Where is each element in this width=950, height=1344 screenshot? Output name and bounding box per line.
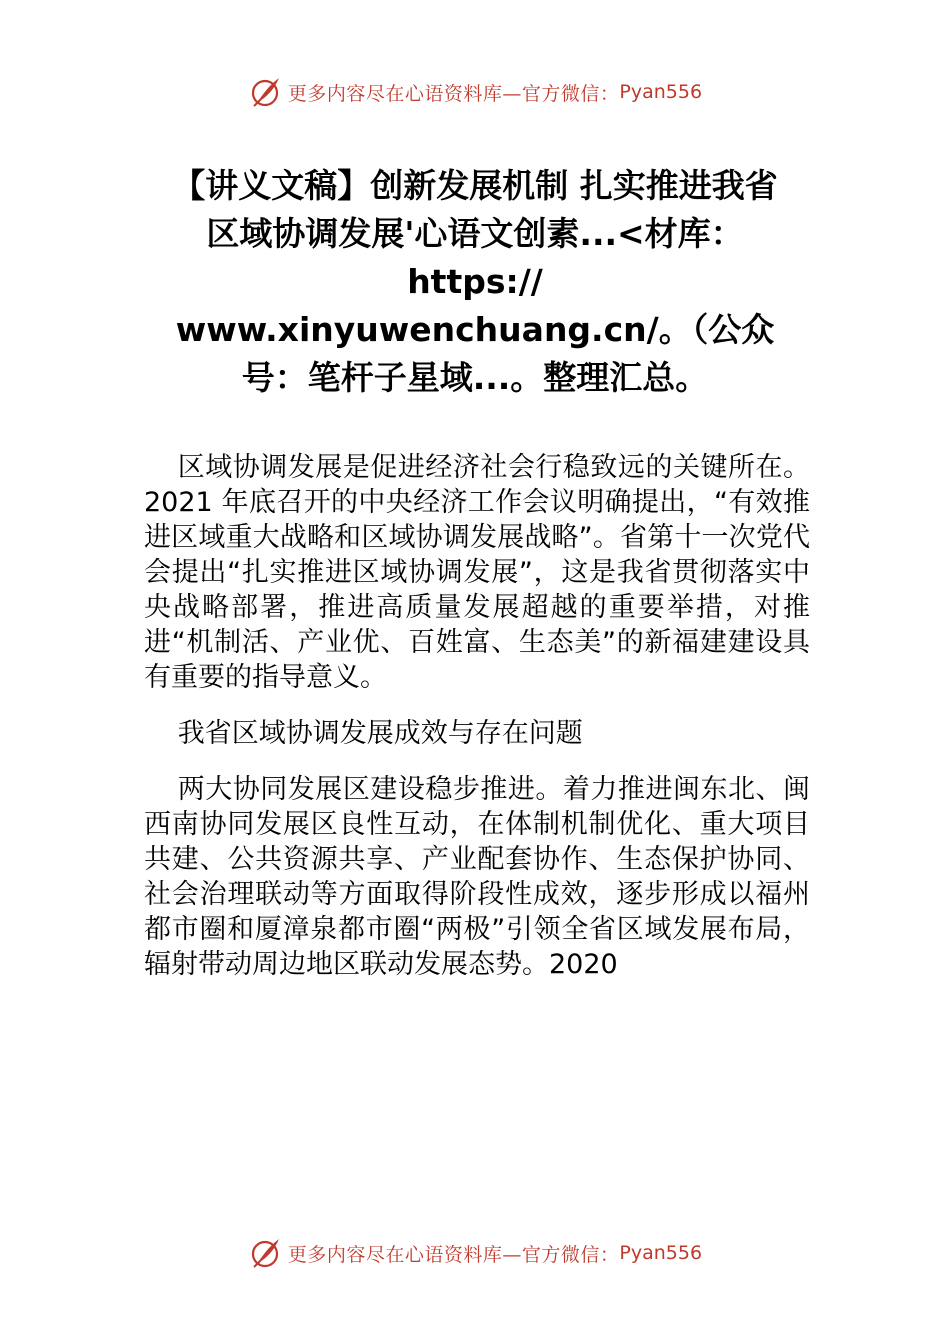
section-heading: 我省区域协调发展成效与存在问题 — [177, 718, 583, 749]
title-line: 号：笔杆子星域...。整理汇总。 — [241, 358, 709, 397]
banner-text: 更多内容尽在心语资料库—官方微信： — [287, 82, 620, 105]
feather-quill-logo-icon — [248, 1235, 284, 1271]
title-line: www.xinyuwenchuang.cn/。（公众 — [175, 310, 775, 349]
wechat-id: Pyan556 — [619, 1242, 703, 1264]
title-line: 区域协调发展'心语文创素...<材库： — [206, 214, 744, 253]
document-body — [144, 450, 810, 1003]
document-title — [130, 162, 820, 402]
banner-text: 更多内容尽在心语资料库—官方微信： — [287, 1243, 620, 1266]
feather-quill-logo-icon — [248, 74, 284, 110]
header-banner — [0, 72, 950, 112]
body-paragraph: 两大协同发展区建设稳步推进。着力推进闽东北、闽西南协同发展区良性互动，在体制机制优化、重大项目共建、公共资源共享、产业配套协作、生态保护协同、社会治理联动等方面取得阶段性成效，逐步形成以福州都市圈和厦漳泉都市圈“两极”引领全省区域发展布局，辐射带动周边地区联动发展态势。2020 — [144, 774, 810, 980]
title-line: https:// — [407, 262, 543, 301]
footer-banner — [0, 1233, 950, 1273]
body-paragraph: 区域协调发展是促进经济社会行稳致远的关键所在。2021 年底召开的中央经济工作会议明确提出，“有效推进区域重大战略和区域协调发展战略”。省第十一次党代会提出“扎实推进区域协调发展”，这是我省贯彻落实中央战略部署，推进高质量发展超越的重要举措，对推进“机制活、产业优、百姓富、生态美”的新福建建设具有重要的指导意义。 — [144, 452, 810, 693]
title-line: 【讲义文稿】创新发展机制 扎实推进我省 — [172, 166, 778, 205]
wechat-id: Pyan556 — [619, 81, 703, 103]
